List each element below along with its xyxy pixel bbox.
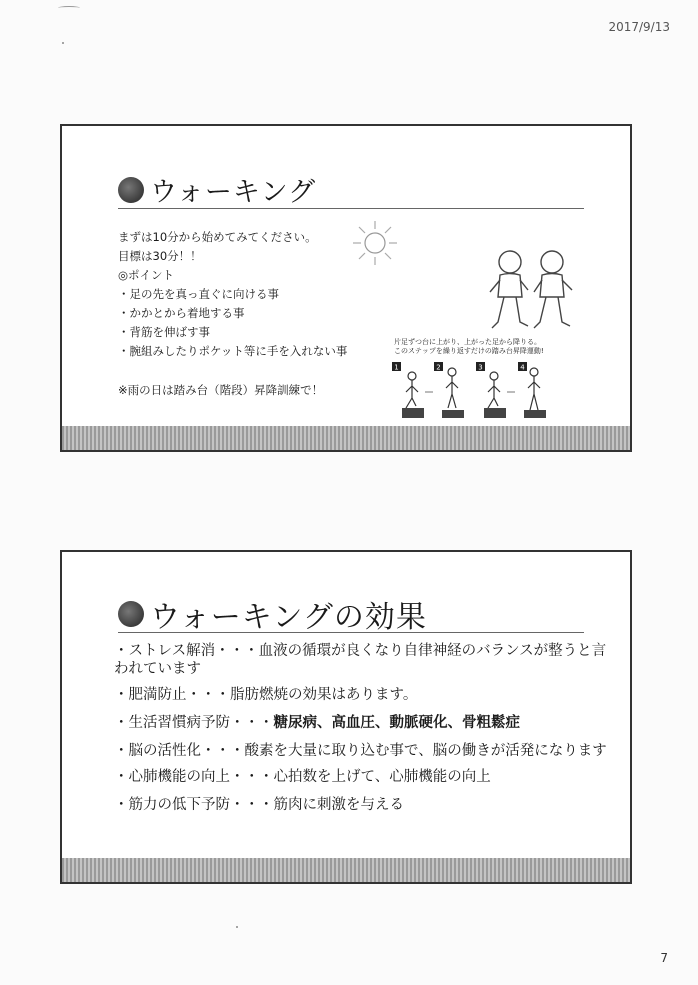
instruction-line: 目標は30分！！ (118, 249, 202, 263)
title-underline (118, 632, 584, 633)
step-number-label: 3 (478, 363, 483, 372)
title-bullet-icon (118, 177, 144, 203)
slide-title (118, 170, 316, 209)
effect-text: 血液の循環が良くなり自律神経のバランスが整うと言われています (114, 643, 607, 677)
walking-couple-illustration (482, 242, 582, 342)
effect-item (114, 796, 610, 814)
effect-text: 筋肉に刺激を与える (273, 797, 404, 813)
step-exercise-caption (394, 338, 584, 356)
scan-mark (58, 6, 80, 10)
title-underline (118, 208, 584, 209)
effects-list (114, 642, 610, 824)
slide-title-text: ウォーキング (150, 177, 317, 208)
effect-item (114, 714, 610, 732)
page-number: 7 (660, 951, 668, 965)
effect-label: ・生活習慣病予防・・・ (114, 715, 274, 731)
instruction-line: ◎ポイント (118, 268, 175, 282)
effect-item (114, 642, 610, 678)
step-exercise-illustration (392, 362, 552, 426)
sun-illustration (350, 218, 400, 268)
caption-line: 片足ずつ台に上がり、上がった足から降りる。 (394, 338, 541, 346)
instruction-line: ・背筋を伸ばす事 (118, 325, 210, 339)
effect-label: ・肥満防止・・・ (114, 687, 230, 703)
instruction-line: ・腕組みしたりポケット等に手を入れない事 (118, 344, 348, 358)
effect-text: 脂肪燃焼の効果はあります。 (230, 687, 418, 703)
slide-walking (60, 124, 632, 452)
instruction-line: ・足の先を真っ直ぐに向ける事 (118, 287, 279, 301)
print-date: 2017/9/13 (608, 20, 670, 34)
step-number-label: 2 (436, 363, 441, 372)
slide-title (118, 592, 427, 636)
slide-footer-bar (62, 426, 630, 450)
scan-speck (62, 42, 64, 44)
effect-item (114, 742, 610, 760)
scan-speck (236, 926, 238, 928)
step-number-label: 4 (520, 363, 525, 372)
slide-footer-bar (62, 858, 630, 882)
effect-text: 心拍数を上げて、心肺機能の向上 (273, 769, 491, 785)
step-number-label: 1 (394, 363, 399, 372)
walking-instructions (118, 228, 347, 400)
slide-title-text: ウォーキングの効果 (150, 600, 427, 635)
effect-text: 糖尿病、高血圧、動脈硬化、骨粗鬆症 (273, 715, 520, 731)
effect-label: ・心肺機能の向上・・・ (114, 769, 274, 785)
caption-line: このステップを繰り返すだけの踏み台昇降運動! (394, 347, 544, 355)
effect-label: ・脳の活性化・・・ (114, 743, 245, 759)
title-bullet-icon (118, 601, 144, 627)
effect-label: ・筋力の低下予防・・・ (114, 797, 274, 813)
effect-item (114, 768, 610, 786)
effect-item (114, 686, 610, 704)
effect-text: 酸素を大量に取り込む事で、脳の働きが活発になります (244, 743, 607, 759)
effect-label: ・ストレス解消・・・ (114, 643, 259, 659)
instruction-line: まずは10分から始めてみてください。 (118, 230, 317, 244)
slide-walking-effects (60, 550, 632, 884)
instruction-line: ・かかとから着地する事 (118, 306, 245, 320)
rain-note: ※雨の日は踏み台（階段）昇降訓練で！ (118, 383, 324, 397)
